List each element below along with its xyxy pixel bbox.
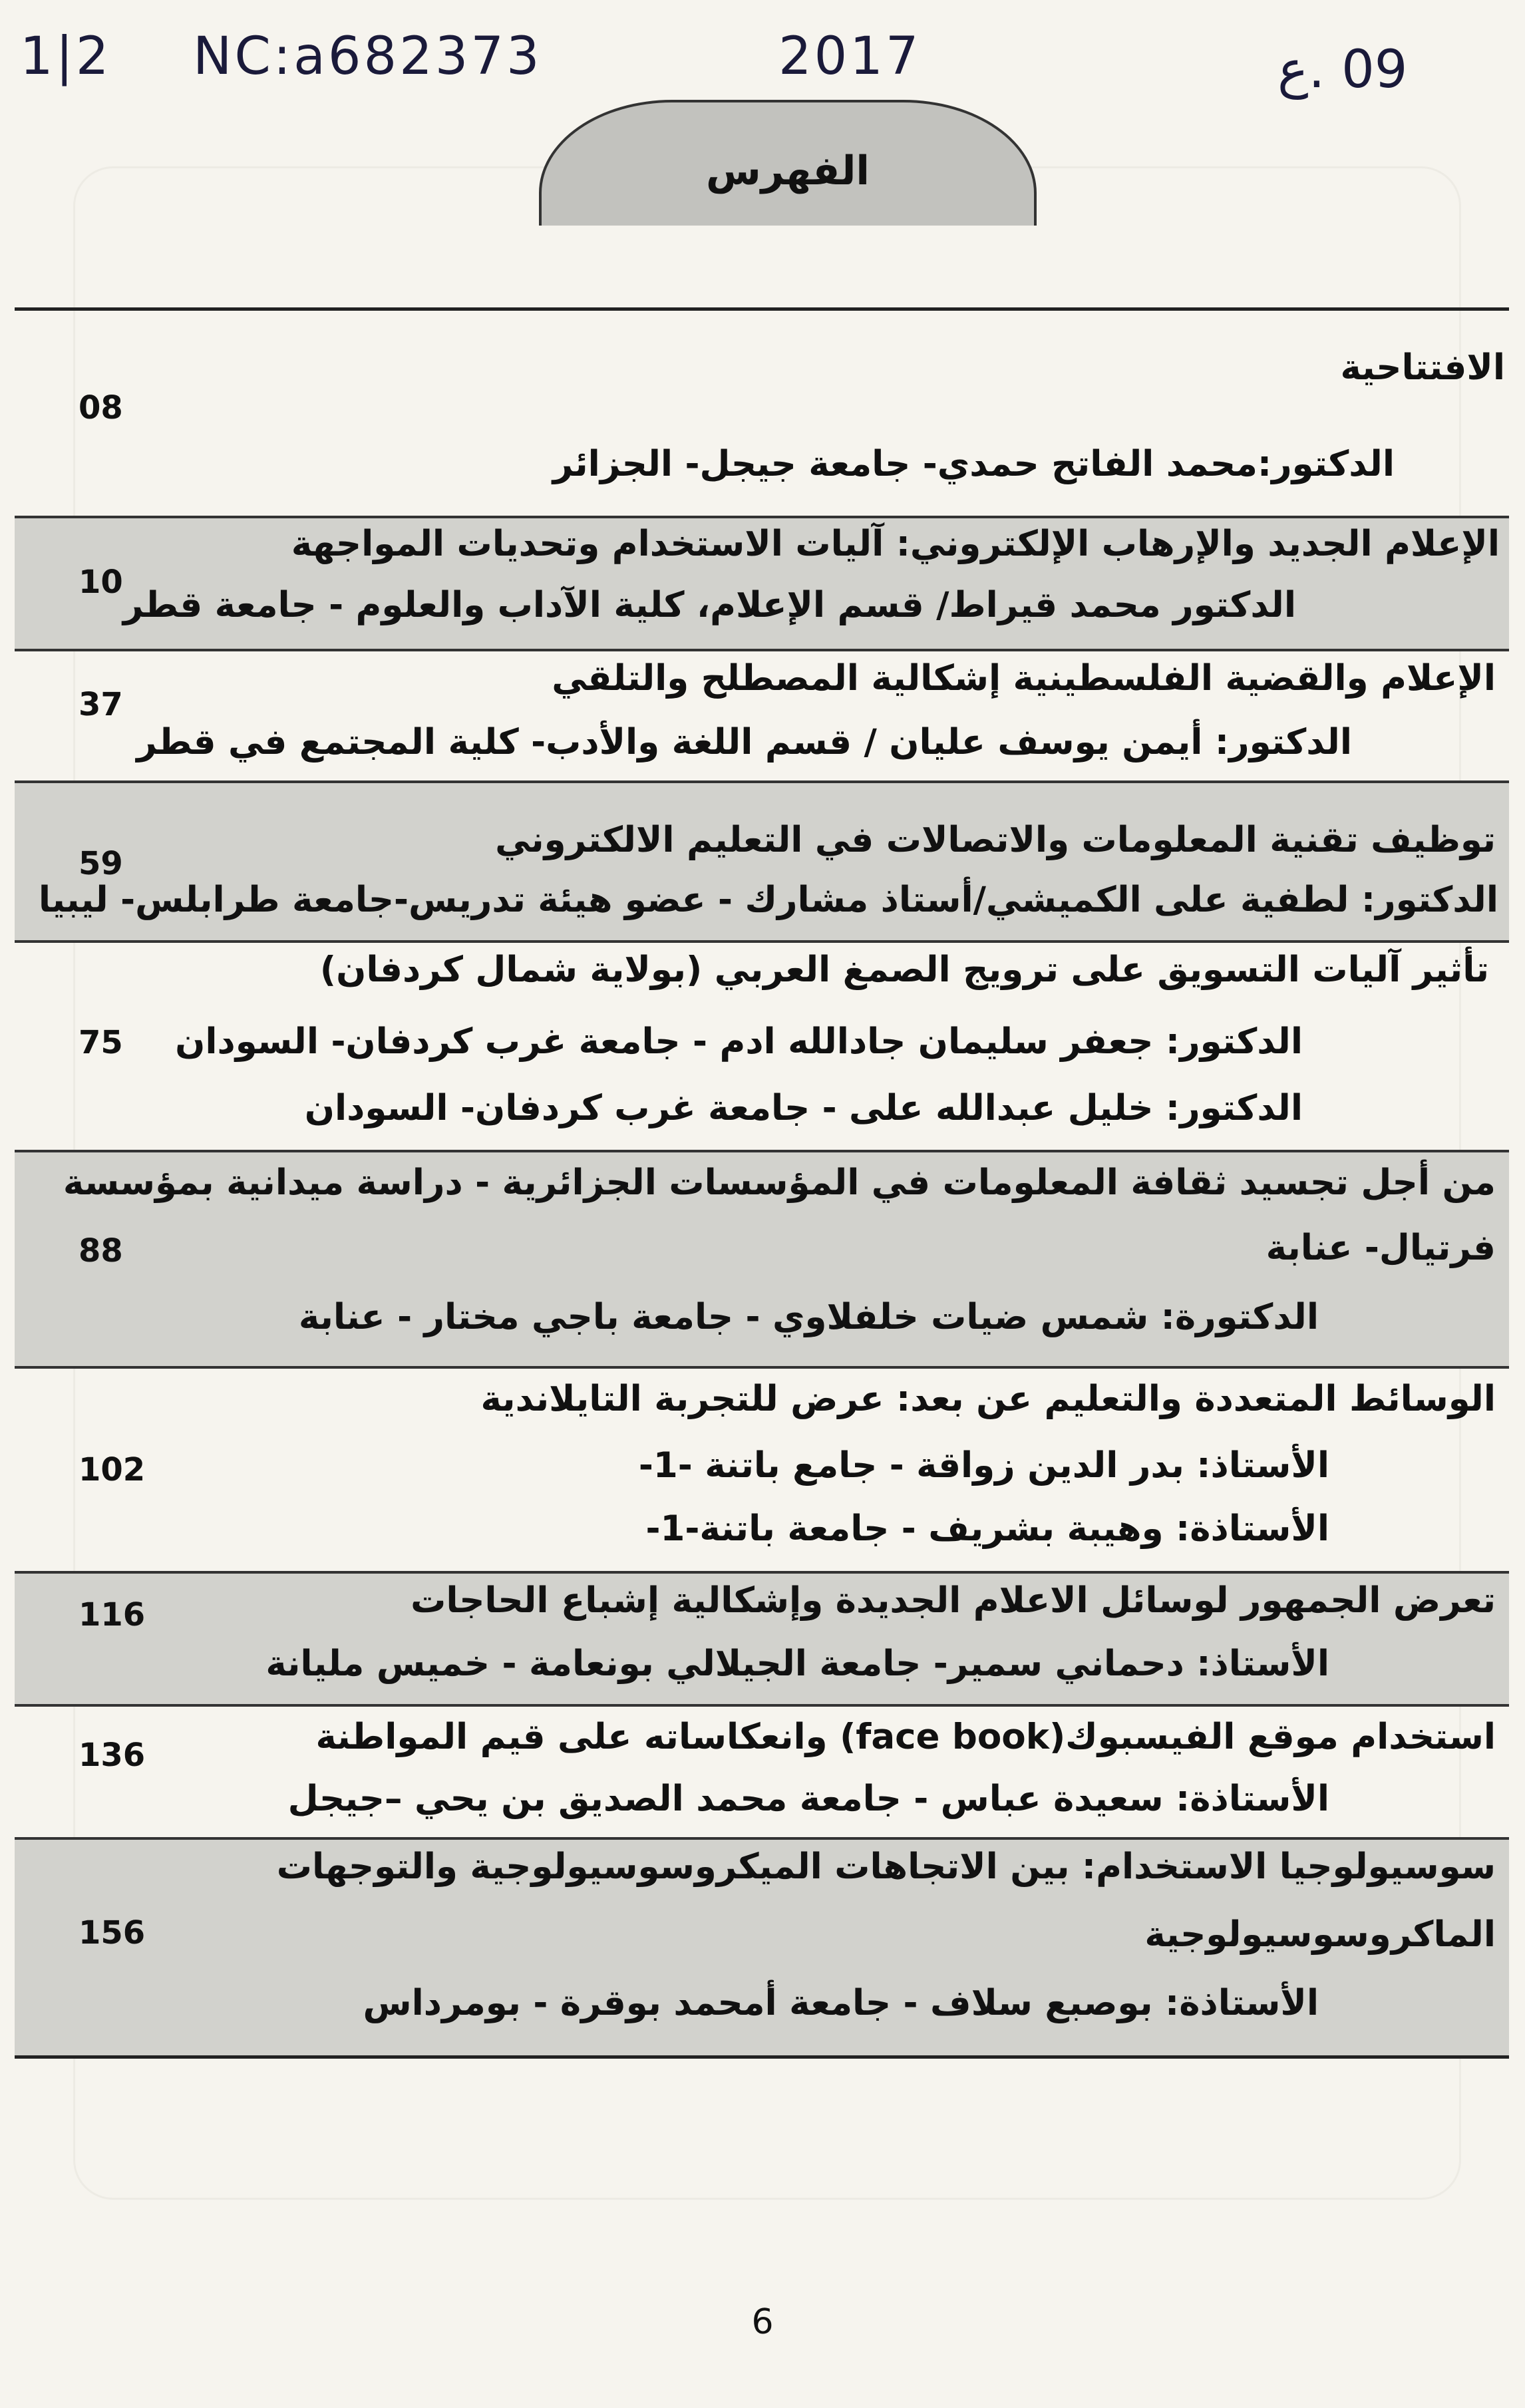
entry-title: استخدام موقع الفيسبوك(face book) وانعكاساته على قيم المواطنة <box>315 1717 1496 1757</box>
handwritten-fraction: 1|2 <box>20 27 112 86</box>
handwritten-year: 2017 <box>778 27 922 86</box>
entry-author: الأستاذة: سعيدة عباس - جامعة محمد الصديق بن يحي –جيجل <box>287 1779 1329 1819</box>
entry-title: توظيف تقنية المعلومات والاتصالات في التعليم الالكتروني <box>495 820 1496 860</box>
entry-author: الدكتور: جعفر سليمان جادالله ادم - جامعة غرب كردفان- السودان <box>175 1021 1303 1062</box>
entry-title: من أجل تجسيد ثقافة المعلومات في المؤسسات الجزائرية - دراسة ميدانية بمؤسسة <box>63 1162 1496 1203</box>
entry-author: الأستاذة: وهيبة بشريف - جامعة باتنة-1- <box>645 1508 1329 1549</box>
toc-entry <box>15 783 1509 943</box>
entry-author: الدكتور:محمد الفاتح حمدي- جامعة جيجل- الجزائر <box>552 444 1395 484</box>
handwritten-issue: 09 .ع <box>1277 40 1408 100</box>
entry-author: الدكتور: أيمن يوسف عليان / قسم اللغة والأدب- كلية المجتمع في قطر <box>136 722 1352 763</box>
entry-author: الأستاذ: دحماني سمير- جامعة الجيلالي بونعامة - خميس مليانة <box>265 1643 1329 1684</box>
entry-title: الماكروسوسيولوجية <box>1144 1914 1496 1955</box>
entry-title: سوسيولوجيا الاستخدام: بين الاتجاهات الميكروسوسيولوجية والتوجهات <box>276 1846 1496 1887</box>
toc-entry <box>15 1369 1509 1574</box>
toc-entry <box>15 1152 1509 1369</box>
entry-author: الدكتور: لطفية على الكميشي/أستاذ مشارك - عضو هيئة تدريس-جامعة طرابلس- ليبيا <box>38 880 1498 920</box>
entry-page: 136 <box>79 1737 146 1774</box>
toc-entry <box>15 1840 1509 2059</box>
entry-author: الأستاذة: بوصبع سلاف - جامعة أمحمد بوقرة - بومرداس <box>363 1983 1319 2023</box>
entry-title: الإعلام والقضية الفلسطينية إشكالية المصطلح والتلقي <box>552 658 1496 699</box>
entry-author: الدكتور: خليل عبدالله على - جامعة غرب كردفان- السودان <box>304 1088 1303 1128</box>
entry-page: 08 <box>79 389 123 427</box>
toc-entry <box>15 311 1509 518</box>
entry-author: الأستاذ: بدر الدين زواقة - جامع باتنة -1- <box>638 1445 1329 1486</box>
table-of-contents <box>15 311 1509 2059</box>
toc-entry <box>15 943 1509 1152</box>
entry-author: الدكتور محمد قيراط/ قسم الإعلام، كلية الآداب والعلوم - جامعة قطر <box>122 585 1296 625</box>
entry-page: 156 <box>79 1914 146 1952</box>
entry-page: 75 <box>79 1024 123 1061</box>
toc-entry <box>15 518 1509 651</box>
entry-title: الوسائط المتعددة والتعليم عن بعد: عرض للتجربة التايلاندية <box>480 1379 1496 1419</box>
entry-title: الإعلام الجديد والإرهاب الإلكتروني: آليات الاستخدام وتحديات المواجهة <box>291 524 1500 564</box>
toc-entry <box>15 651 1509 783</box>
page-number: 6 <box>751 2302 774 2342</box>
entry-page: 37 <box>79 686 123 723</box>
toc-entry <box>15 1574 1509 1707</box>
entry-page: 88 <box>79 1232 123 1270</box>
entry-title: الافتتاحية <box>1340 347 1505 388</box>
entry-page: 59 <box>79 845 123 882</box>
handwritten-reference: NC:a682373 <box>193 27 542 86</box>
page-title: الفهرس <box>705 147 870 194</box>
entry-title: تعرض الجمهور لوسائل الاعلام الجديدة وإشكالية إشباع الحاجات <box>411 1580 1496 1621</box>
entry-page: 116 <box>79 1596 146 1634</box>
entry-page: 10 <box>79 564 123 601</box>
entry-title: تأثير آليات التسويق على ترويج الصمغ العربي (بولاية شمال كردفان) <box>319 949 1489 990</box>
index-title-tab <box>539 100 1037 226</box>
toc-entry <box>15 1707 1509 1840</box>
entry-title: فرتيال- عنابة <box>1266 1228 1496 1268</box>
entry-page: 102 <box>79 1451 146 1488</box>
entry-author: الدكتورة: شمس ضيات خلفلاوي - جامعة باجي مختار - عنابة <box>298 1297 1319 1337</box>
